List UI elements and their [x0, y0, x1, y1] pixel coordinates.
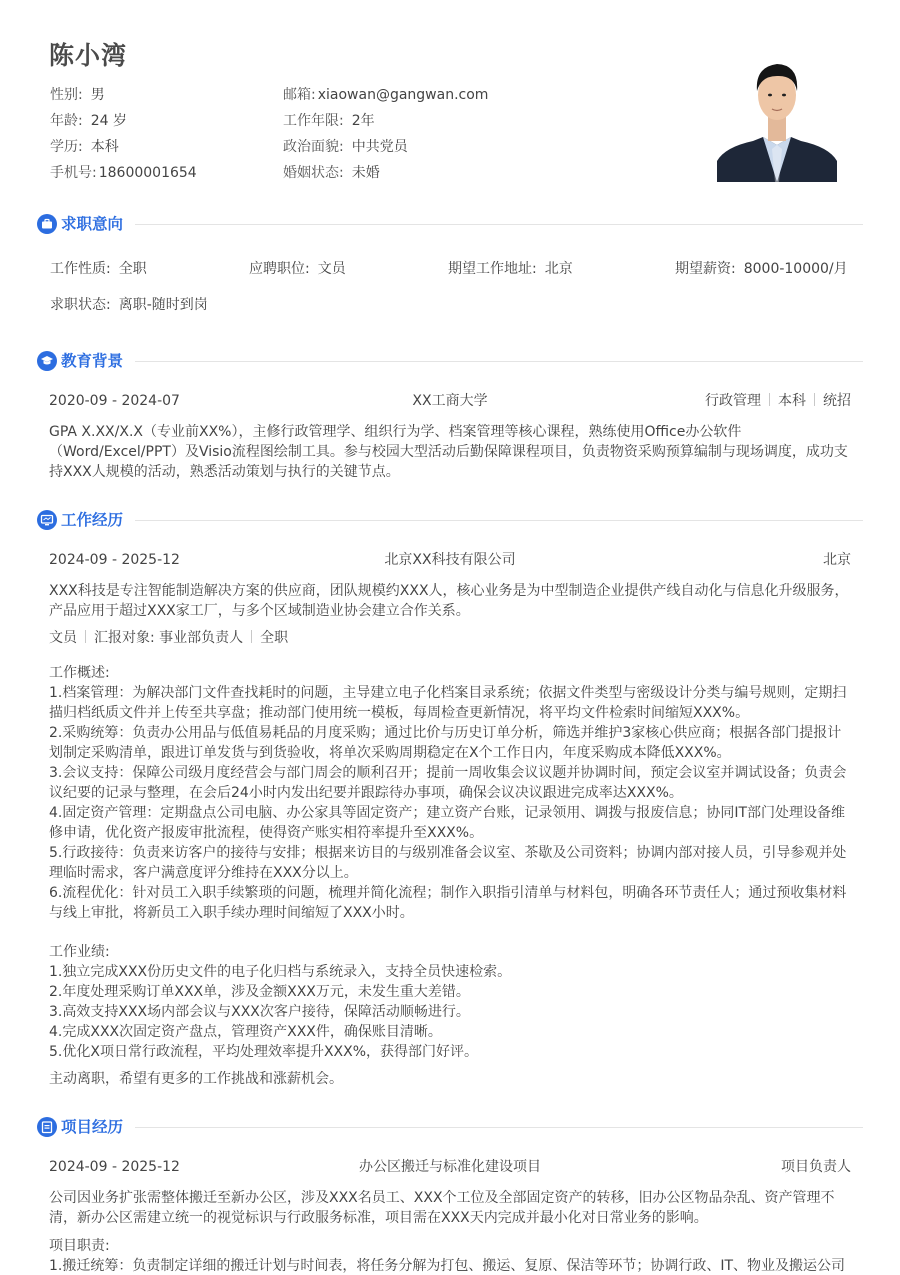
work-years-field: 工作年限: 2年 — [283, 113, 375, 129]
political-field: 政治面貌: 中共党员 — [283, 139, 408, 155]
duties-heading: 项目职责: — [49, 1238, 110, 1254]
project-duties — [49, 1236, 853, 1275]
overview-item: 4.固定资产管理：定期盘点公司电脑、办公家具等固定资产；建立资产台账，记录领用、调拨与报废信息；协同IT部门处理设备维修申请，优化资产报废审批流程，使得资产账实相符率提升至XXX%。 — [49, 805, 846, 841]
project-role: 项目负责人 — [781, 1159, 851, 1175]
job-salary-field: 期望薪资: 8000-10000/月 — [675, 261, 848, 277]
achievement-item: 4.完成XXX次固定资产盘点，管理资产XXX件，确保账目清晰。 — [49, 1024, 442, 1040]
section-title: 项目经历 — [61, 1118, 124, 1136]
achievement-item: 1.独立完成XXX份历史文件的电子化归档与系统录入，支持全员快速检索。 — [49, 964, 512, 980]
education-period: 2020-09 - 2024-07 — [49, 393, 180, 409]
achievements-heading: 工作业绩: — [49, 944, 110, 960]
section-education — [37, 350, 863, 372]
overview-item: 6.流程优化：针对员工入职手续繁琐的问题，梳理并简化流程；制作入职指引清单与材料包，明确各环节责任人；通过预收集材料与线上审批，将新员工入职手续办理时间缩短了XXX小时。 — [49, 885, 847, 921]
phone-field: 手机号: 18600001654 — [50, 165, 197, 181]
achievement-item: 3.高效支持XXX场内部会议与XXX次客户接待，保障活动顺畅进行。 — [49, 1004, 470, 1020]
achievement-item: 2.年度处理采购订单XXX单，涉及金额XXX万元，未发生重大差错。 — [49, 984, 470, 1000]
work-achievements — [49, 942, 853, 1062]
job-type-field: 工作性质: 全职 — [50, 261, 147, 277]
overview-item: 1.档案管理：为解决部门文件查找耗时的问题，主导建立电子化档案目录系统；依据文件类型与密级设计分类与编号规则，定期扫描归档纸质文件并上传至共享盘；推动部门使用统一模板，每周检查更新情况，将平均文件检索时间缩短XXX%。 — [49, 685, 847, 721]
education-tags: 行政管理 本科 统招 — [705, 393, 851, 409]
section-divider — [135, 224, 863, 225]
work-period: 2024-09 - 2025-12 — [49, 552, 180, 568]
work-company: 北京XX科技有限公司 — [384, 552, 516, 568]
company-description: XXX科技是专注智能制造解决方案的供应商，团队规模约XXX人，核心业务是为中型制造企业提供产线自动化与信息化升级服务，产品应用于超过XXX家工厂，与多个区域制造业协会建立合作关系。 — [49, 583, 849, 619]
work-role-tags: 文员 汇报对象: 事业部负责人 全职 — [49, 630, 289, 646]
marital-field: 婚姻状态: 未婚 — [283, 165, 380, 181]
overview-item: 5.行政接待：负责来访客户的接待与安排；根据来访目的与级别准备会议室、茶歇及公司资料；协调内部对接人员，引导参观并处理临时需求，客户满意度评分维持在XXX分以上。 — [49, 845, 847, 881]
education-description: GPA X.XX/X.X（专业前XX%），主修行政管理学、组织行为学、档案管理等核心课程，熟练使用Office办公软件（Word/Excel/PPT）及Visio流程图绘制工具。参与校园大型活动后勤保障课程项目，负责物资采购预算编制与现场调度，成功支持XXX人规模的活动，熟悉活动策划与执行的关键节点。 — [49, 424, 848, 480]
achievement-item: 5.优化X项日常行政流程，平均处理效率提升XXX%，获得部门好评。 — [49, 1044, 479, 1060]
graduation-cap-icon — [37, 351, 57, 371]
project-description: 公司因业务扩张需整体搬迁至新办公区，涉及XXX名员工、XXX个工位及全部固定资产的转移，旧办公区物品杂乱、资产管理不清，新办公区需建立统一的视觉标识与行政服务标准，项目需在XXX天内完成并最小化对日常业务的影响。 — [49, 1190, 835, 1226]
age-field: 年龄: 24 岁 — [50, 113, 127, 129]
briefcase-icon — [37, 214, 57, 234]
job-status-field: 求职状态: 离职-随时到岗 — [50, 297, 208, 313]
job-location-field: 期望工作地址: 北京 — [448, 261, 573, 277]
work-city: 北京 — [823, 552, 851, 568]
section-title: 求职意向 — [61, 215, 124, 233]
work-overview — [49, 663, 853, 923]
education-level-field: 学历: 本科 — [50, 139, 119, 155]
job-position-field: 应聘职位: 文员 — [249, 261, 346, 277]
section-divider — [135, 1127, 863, 1128]
duty-item: 1.搬迁统筹：负责制定详细的搬迁计划与时间表，将任务分解为打包、搬运、复原、保洁等环节；协调行政、IT、物业及搬运公司 — [49, 1258, 846, 1274]
education-school: XX工商大学 — [412, 393, 488, 409]
overview-heading: 工作概述: — [49, 665, 110, 681]
section-job-intent — [37, 213, 863, 235]
section-title: 教育背景 — [61, 352, 124, 370]
section-project-experience — [37, 1116, 863, 1138]
clipboard-icon — [37, 1117, 57, 1137]
overview-item: 2.采购统筹：负责办公用品与低值易耗品的月度采购；通过比价与历史订单分析，筛选并维护3家核心供应商；根据各部门提报计划制定采购清单，跟进订单发货与到货验收，将单次采购周期稳定在X个工作日内，年度采购成本降低XXX%。 — [49, 725, 842, 761]
gender-field: 性别: 男 — [50, 87, 105, 103]
monitor-icon — [37, 510, 57, 530]
section-title: 工作经历 — [61, 511, 124, 529]
avatar — [717, 49, 837, 182]
leave-reason: 主动离职，希望有更多的工作挑战和涨薪机会。 — [49, 1071, 343, 1087]
candidate-name: 陈小湾 — [49, 41, 128, 70]
project-name: 办公区搬迁与标准化建设项目 — [359, 1159, 541, 1175]
email-field: 邮箱: xiaowan@gangwan.com — [283, 87, 489, 103]
section-divider — [135, 361, 863, 362]
section-divider — [135, 520, 863, 521]
section-work-experience — [37, 509, 863, 531]
project-period: 2024-09 - 2025-12 — [49, 1159, 180, 1175]
overview-item: 3.会议支持：保障公司级月度经营会与部门周会的顺利召开；提前一周收集会议议题并协调时间，预定会议室并调试设备；负责会议纪要的记录与整理，在会后24小时内发出纪要并跟踪待办事项，确保会议决议跟进完成率达XXX%。 — [49, 765, 847, 801]
